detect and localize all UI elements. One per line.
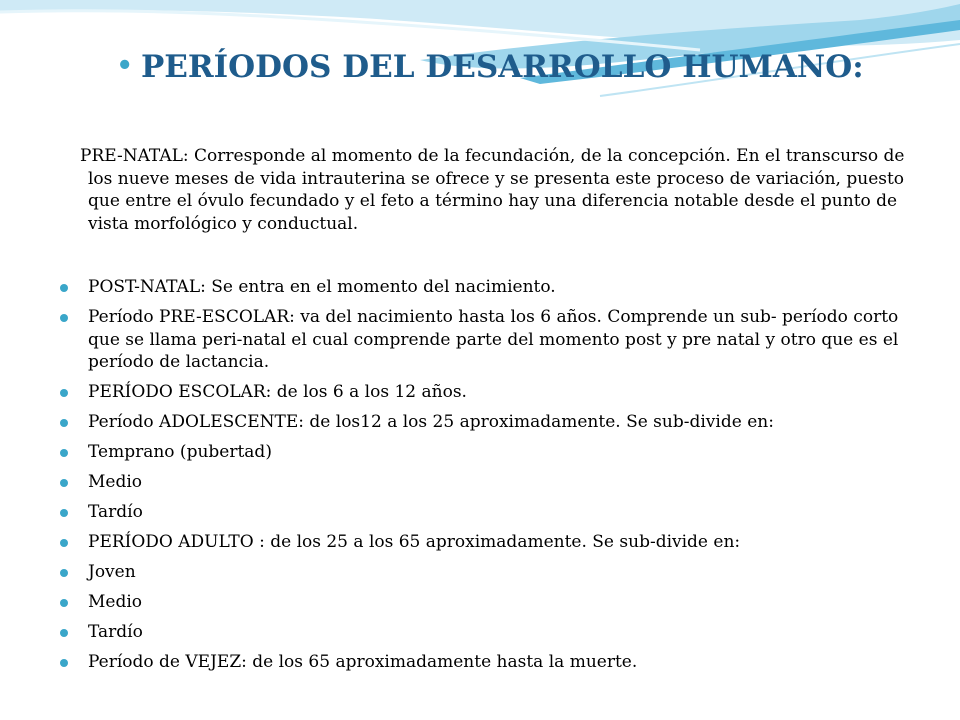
disc-bullet-icon	[60, 389, 68, 397]
list-item	[88, 276, 918, 299]
list-item	[88, 651, 918, 674]
list-item	[88, 441, 918, 464]
disc-bullet-icon	[60, 419, 68, 427]
disc-bullet-icon	[60, 314, 68, 322]
list-item	[88, 381, 918, 404]
disc-bullet-icon	[60, 479, 68, 487]
list-item-text: Joven	[88, 562, 136, 582]
disc-bullet-icon	[60, 509, 68, 517]
list-item	[88, 501, 918, 524]
disc-bullet-icon	[60, 599, 68, 607]
slide-title-text: PERÍODOS DEL DESARROLLO HUMANO:	[140, 49, 864, 85]
list-item	[88, 306, 918, 374]
list-item	[88, 531, 918, 554]
list-item-text: Temprano (pubertad)	[88, 442, 272, 462]
disc-bullet-icon	[60, 449, 68, 457]
list-item-text: Período ADOLESCENTE: de los12 a los 25 aproximadamente. Se sub-divide en:	[88, 412, 774, 432]
list-item-text: PERÍODO ESCOLAR: de los 6 a los 12 años.	[88, 382, 467, 402]
disc-bullet-icon	[60, 569, 68, 577]
slide-title	[110, 48, 870, 86]
list-item-text: Período de VEJEZ: de los 65 aproximadamente hasta la muerte.	[88, 652, 638, 672]
disc-bullet-icon	[60, 659, 68, 667]
disc-bullet-icon	[60, 284, 68, 292]
list-item-text: Medio	[88, 592, 143, 612]
intro-paragraph: PRE-NATAL: Corresponde al momento de la fecundación, de la concepción. En el transcurso de los nueve meses de vida intrauterina se ofrece y se presenta este proceso de variación, puesto que entre el óvulo fecundado y el feto a término hay una diferencia notable desde el punto de vista morfológico y conductual.	[80, 146, 905, 234]
list-item-text: Tardío	[88, 622, 143, 642]
list-item	[88, 411, 918, 434]
disc-bullet-icon	[60, 629, 68, 637]
list-item	[88, 621, 918, 644]
list-item	[88, 591, 918, 614]
title-bullet-icon: •	[116, 51, 133, 81]
list-item-text: POST-NATAL: Se entra en el momento del nacimiento.	[88, 277, 556, 297]
list-item	[88, 561, 918, 584]
disc-bullet-icon	[60, 539, 68, 547]
list-item-text: Período PRE-ESCOLAR: va del nacimiento hasta los 6 años. Comprende un sub- período corto que se llama peri-natal el cual comprende parte del momento post y pre natal y otro que es el período de lactancia.	[88, 307, 899, 372]
period-list	[88, 276, 918, 681]
list-item-text: Medio	[88, 472, 143, 492]
list-item-text: PERÍODO ADULTO : de los 25 a los 65 aproximadamente. Se sub-divide en:	[88, 532, 741, 552]
list-item	[88, 471, 918, 494]
list-item-text: Tardío	[88, 502, 143, 522]
